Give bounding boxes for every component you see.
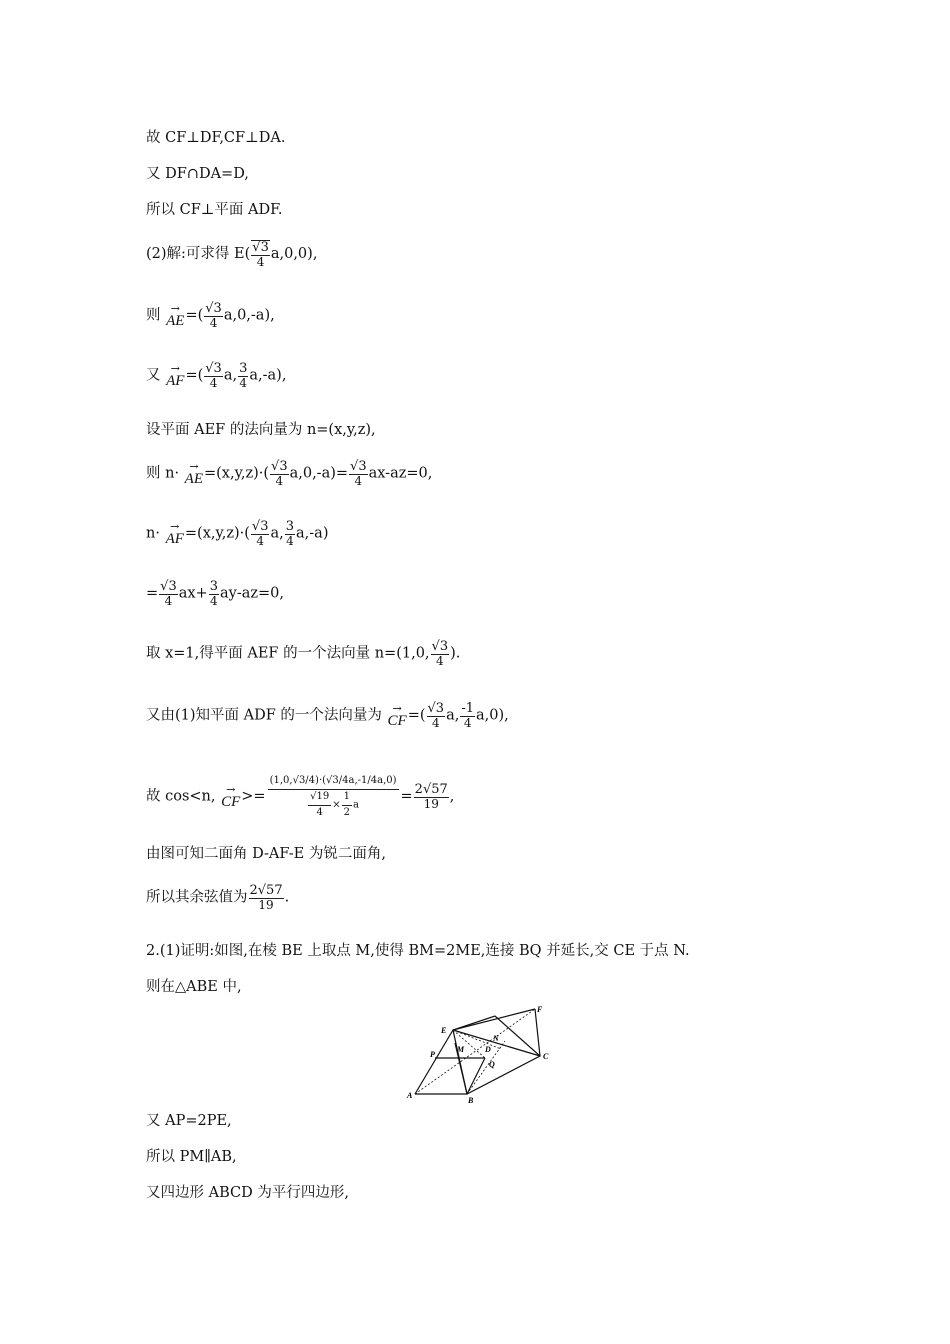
fraction: $\frac{2√57}{19}$ xyxy=(249,883,283,912)
edge-line xyxy=(535,1009,540,1056)
text-line: 由图可知二面角 D-AF-E 为锐二面角, xyxy=(146,846,386,862)
fraction: $\frac{√3}{4}$ xyxy=(160,579,177,608)
text-line xyxy=(146,240,317,268)
label-E: E xyxy=(441,1026,447,1035)
geometry-figure xyxy=(405,1003,555,1108)
fraction: $\frac{√3}{4}$ xyxy=(271,459,288,488)
text-fragment: a,0,0), xyxy=(270,246,318,263)
label-P: P xyxy=(430,1050,435,1059)
fraction: $\frac{3}{4}$ xyxy=(239,361,248,390)
edge-line xyxy=(453,1009,535,1030)
fraction: $\frac{-1}{4}$ xyxy=(461,701,475,730)
fraction: $\frac{√3}{4}$ xyxy=(205,361,222,390)
text-line: 又 DF∩DA=D, xyxy=(146,166,249,182)
vector-CF: → CF xyxy=(221,782,241,810)
fraction: $\frac{3}{4}$ xyxy=(285,519,295,548)
label-D: D xyxy=(485,1045,491,1054)
text-fragment: (2)解:可求得 E( xyxy=(146,246,251,263)
text-line: 又 → AF =( $\frac{√3}{4}$ a, $\frac{3}{4}$ a,-a), xyxy=(146,361,287,390)
fraction: $\frac{√3}{4}$ xyxy=(205,301,222,330)
text-line: 则 → AE =( $\frac{√3}{4}$ a,0,-a), xyxy=(146,301,275,330)
vector-AE: → AE xyxy=(166,301,185,329)
vector-AF: → AF xyxy=(165,519,184,547)
text-line: 2.(1)证明:如图,在棱 BE 上取点 M,使得 BM=2ME,连接 BQ 并延长,交 CE 于点 N. xyxy=(146,943,690,959)
text-line: = $\frac{√3}{4}$ ax+ $\frac{3}{4}$ ay-az=0, xyxy=(146,579,284,608)
vector-AE: → AE xyxy=(184,459,203,487)
text-line: 又由(1)知平面 ADF 的一个法向量为 → CF =( $\frac{√3}{4}$ a, $\frac{-1}{4}$ a,0), xyxy=(146,701,509,730)
text-line: 故 CF⊥DF,CF⊥DA. xyxy=(146,130,286,146)
cosine-fraction: (1,0,√3/4)·(√3/4a,-1/4a,0) $\frac{√19}{4}$ × $\frac{1}{2}$ a xyxy=(269,775,397,818)
fraction: $\frac{2√57}{19}$ xyxy=(414,781,448,811)
label-C: C xyxy=(543,1052,549,1061)
fraction: $\frac{3}{4}$ xyxy=(209,579,218,608)
label-A: A xyxy=(407,1091,413,1100)
vector-AF: → AF xyxy=(166,361,185,389)
text-line: 所以 CF⊥平面 ADF. xyxy=(146,202,283,218)
vector-CF: → CF xyxy=(387,701,407,729)
fraction: $\frac{√3}{4}$ xyxy=(251,519,269,548)
text-line: 则在△ABE 中, xyxy=(146,979,242,995)
label-Q: Q xyxy=(489,1060,495,1069)
label-M: M xyxy=(457,1045,465,1054)
text-line: 取 x=1,得平面 AEF 的一个法向量 n=(1,0, $\frac{√3}{4}$ ). xyxy=(146,639,461,668)
text-line: 又 AP=2PE, xyxy=(146,1113,232,1129)
fraction: $\frac{√3}{4}$ xyxy=(350,459,367,488)
text-line: n· → AF =(x,y,z)·( $\frac{√3}{4}$ a, $\frac{3}{4}$ a,-a) xyxy=(146,519,329,548)
text-line: 所以其余弦值为 $\frac{2√57}{19}$ . xyxy=(146,883,290,912)
text-line: 故 cos<n, → CF >= (1,0,√3/4)·(√3/4a,-1/4a,0) $\frac{√19}{4}$ × $\frac{1}{2}$ a = $\frac{2√57}{19}$ , xyxy=(146,775,455,818)
text-line: 则 n· → AE =(x,y,z)·( $\frac{√3}{4}$ a,0,-a)= $\frac{√3}{4}$ ax-az=0, xyxy=(146,459,433,488)
label-N: N xyxy=(493,1034,499,1043)
fraction: $\frac{√3}{4}$ xyxy=(431,639,449,668)
text-line: 所以 PM∥AB, xyxy=(146,1149,237,1165)
text-line: 设平面 AEF 的法向量为 n=(x,y,z), xyxy=(146,422,376,438)
label-F: F xyxy=(537,1005,543,1014)
text-line: 又四边形 ABCD 为平行四边形, xyxy=(146,1185,349,1201)
fraction: $\frac{√3}{4}$ xyxy=(427,701,445,730)
fraction: $\frac{√3}{4}$ xyxy=(252,240,269,269)
label-B: B xyxy=(468,1096,474,1105)
edge-line xyxy=(467,1058,485,1094)
